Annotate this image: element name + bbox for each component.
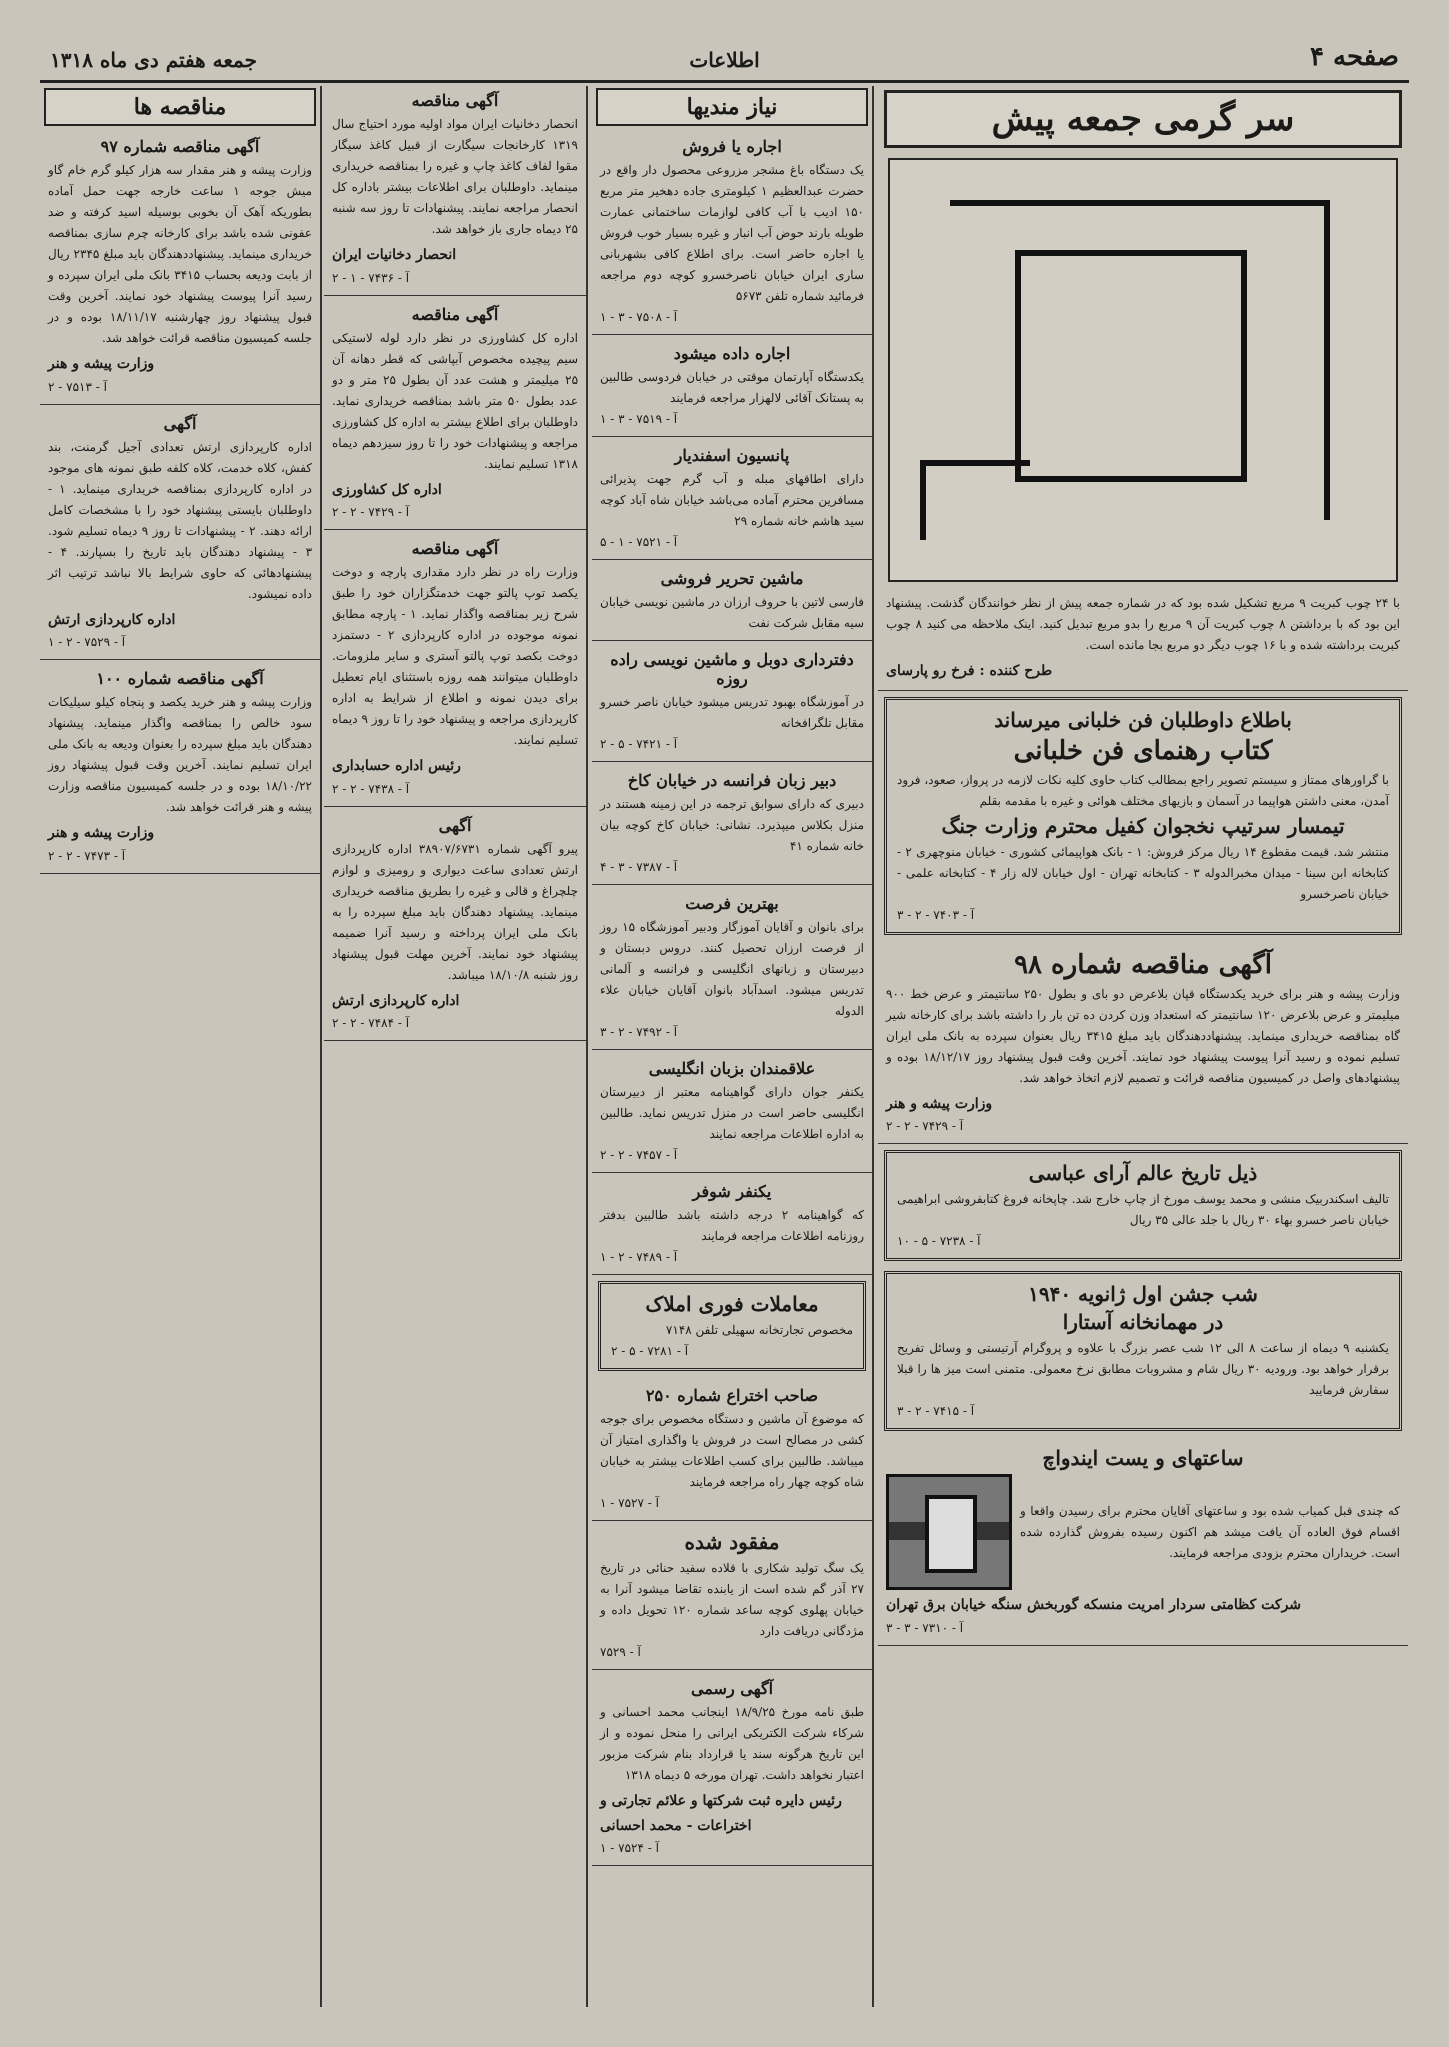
ad-code: آ - ۷۴۹۲ - ۲ - ۳	[600, 1025, 678, 1039]
puzzle-line	[920, 460, 1030, 466]
book-sale: منتشر شد. قیمت مقطوع ۱۴ ریال مرکز فروش: ۱ - بانک هواپیمائی کشوری - خیابان منوچهری ۲ - کتابخانه ابن سینا - میدان مخبرالدوله ۳ - کتابخانه تهران - اول خیابان لاله زار ۴ - کتابخانه علمی - خیابان ناصرخسرو	[897, 844, 1390, 901]
book-author: تیمسار سرتیپ نخجوان کفیل محترم وزارت جنگ	[941, 813, 1345, 838]
tenders-title: مناقصه ها	[44, 88, 316, 126]
ad-signature: وزارت پیشه و هنر	[48, 825, 155, 841]
ad-heading: آگهی	[438, 815, 472, 835]
ad-item	[40, 664, 320, 874]
official-text: طبق نامه مورخ ۱۸/۹/۲۵ اینجانب محمد احسانی و شرکاء شرکت الکتریکی ایرانی را منحل نموده و از این تاریخ هرگونه سند یا قرارداد بنام شرکت مزبور اعتبار نخواهد داشت. تهران مورخه ۵ دیماه ۱۳۱۸	[600, 1705, 864, 1782]
column-puzzle-and-ads	[878, 86, 1408, 2007]
ad-code: آ - ۷۴۷۳ - ۲ - ۲	[48, 848, 126, 863]
ad-code: آ - ۷۳۱۰ - ۳ - ۳	[886, 1620, 964, 1635]
ad-code: آ - ۷۵۲۹	[600, 1645, 641, 1659]
ad-code: آ - ۷۴۱۵ - ۲ - ۳	[897, 1404, 975, 1418]
patent-title: صاحب اختراع شماره ۲۵۰	[645, 1386, 819, 1405]
ad-code: آ - ۷۴۳۶ - ۱ - ۲	[332, 270, 410, 285]
book-text: با گراورهای ممتاز و سیستم تصویر راجع بمطالب کتاب حاوی کلیه نکات لازمه در پرواز، صعود، فرود آمدن، معنی داشتن هواپیما در آسمان و بازیهای مختلف هوائی و غیره با مقدمه بقلم	[897, 772, 1389, 808]
realestate-title: معاملات فوری املاک	[645, 1292, 819, 1316]
ad-heading: آگهی مناقصه شماره ۹۷	[100, 137, 260, 156]
ad-heading: یکنفر شوفر	[692, 1182, 772, 1201]
ad-text: در آموزشگاه بهبود تدریس میشود خیابان ناصر خسرو مقابل تلگرافخانه	[600, 695, 864, 730]
lost-ad	[592, 1525, 872, 1670]
tender-list	[324, 86, 586, 1041]
pilot-book-ad	[884, 697, 1402, 935]
ad-code: آ - ۷۴۵۷ - ۲ - ۲	[600, 1148, 678, 1162]
ad-code: آ - ۷۲۳۸ - ۵ - ۱۰	[897, 1234, 981, 1248]
ad-text: وزارت پیشه و هنر خرید یکصد و پنجاه کیلو سیلیکات سود خالص را بمناقصه واگذار مینماید. پیشنهاد دهندگان باید مبلغ سپرده را بعنوان ودیعه به بانک ملی ایران تسلیم نمایند. آخرین وقت قبول پیشنهاد روز ۱۸/۱۰/۲۲ بوده و در جلسه کمیسیون مناقصه وزارت پیشه و هنر قرائت خواهد شد.	[48, 695, 312, 814]
ad-signature: انحصار دخانیات ایران	[332, 247, 457, 263]
ad-text: پیرو آگهی شماره ۳۸۹۰۷/۶۷۳۱ اداره کارپردازی ارتش تعدادی ساعت دیواری و رومیزی و لوازم چلچراغ و قالی و غیره را بطریق مناقصه خریداری مینماید. پیشنهاد دهندگان باید مبلغ سپرده را به بانک ملی ایران پرداخته و رسید آنرا ضمیمه پیشنهاد خود نمایند. آخرین مهلت قبول پیشنهاد روز شنبه ۱۸/۱۰/۸ میباشد.	[332, 841, 578, 982]
puzzle-text: با ۲۴ چوب کبریت ۹ مربع تشکیل شده بود که در شماره جمعه پیش از نظر خوانندگان گذشت. پیشنهاد این بود که با برداشتن ۸ چوب کبریت آن ۹ مربع را بدو مربع تبدیل کنید. اینک ملاحظه می کنید ۸ چوب کبریت برداشته شده و با ۱۶ چوب دیگر دو مربع بجا مانده است.	[886, 596, 1401, 652]
history-book-ad	[884, 1150, 1402, 1261]
ad-code: آ - ۷۵۲۱ - ۱ - ۵	[600, 535, 678, 549]
lost-text: یک سگ تولید شکاری با قلاده سفید حنائی در تاریخ ۲۷ آذر گم شده است از یابنده تقاضا میشود آنرا به خیابان پهلوی کوچه ساعد شماره ۱۲۰ تحویل داده و مژدگانی دریافت دارد	[600, 1561, 864, 1638]
ad-heading: آگهی مناقصه	[411, 304, 499, 324]
ad-item	[592, 1177, 872, 1275]
ad-code: آ - ۷۵۲۷ - ۱	[600, 1496, 659, 1510]
ad-text: یکنفر جوان دارای گواهینامه معتبر از دبیرستان انگلیسی حاضر است در منزل تدریس نماید. طالبین به اداره اطلاعات مراجعه نمایند	[600, 1085, 864, 1141]
header-page-number: صفحه ۴	[1310, 42, 1399, 72]
ad-text: اداره کل کشاورزی در نظر دارد لوله لاستیکی سیم پیچیده مخصوص آبپاشی که قطر دهانه آن ۲۵ میلیمتر و هشت عدد آن بطول ۲۵ متر و دو عدد بطول ۵۰ متر باشد بمناقصه خریداری نماید. داوطلبان برای اطلاع بیشتر به اداره کل کشاورزی مراجعه و پیشنهادات خود را تا روز سیزدهم دیماه ۱۳۱۸ تسلیم نمایند.	[332, 330, 579, 471]
watch-ad	[878, 1441, 1408, 1646]
ad-heading: آگهی مناقصه شماره ۱۰۰	[96, 669, 264, 688]
party-text: یکشنبه ۹ دیماه از ساعت ۸ الی ۱۲ شب عصر بزرگ با علاوه و پروگرام آرتیستی و وسائل تفریح برقرار خواهد بود. ورودیه ۳۰ ریال شام و مشروبات مطابق نرخ معمولی. متمنی است میز ها را قبلا سفارش فرمایید	[897, 1341, 1390, 1397]
classified-list	[592, 132, 872, 1275]
matchstick-puzzle-figure	[888, 158, 1398, 582]
ad-text: وزارت پیشه و هنر مقدار سه هزار کیلو گرم خام گاو میش جوجه ۱ ساعت خارجه جهت حمل آماده بطوریکه آهک آن بخوبی بوسیله اسید کرفته و ضد عفونی شده باشد برای کارخانه چرم سازی بمناقصه خریداری مینماید. پیشنهاددهندگان باید مبلغ ۲۳۴۵ ریال از بابت ودیعه بحساب ۳۴۱۵ بانک ملی ایران سپرده و رسید آنرا پیوست پیشنهاد خود نمایند. آخرین وقت قبول پیشنهاد روز چهارشنبه ۱۸/۱۱/۱۷ بوده و در جلسه کمیسیون مناقصه قرائت خواهد شد.	[48, 163, 313, 345]
realestate-ad	[598, 1281, 866, 1371]
ad-heading: پانسیون اسفندیار	[674, 446, 790, 465]
ad-heading: آگهی مناقصه	[411, 539, 499, 558]
column-tenders-2	[324, 86, 588, 2007]
ad-code: آ - ۷۵۲۴ - ۱	[600, 1841, 659, 1855]
watch-face	[925, 1495, 977, 1573]
history-book-title: ذیل تاریخ عالم آرای عباسی	[1028, 1161, 1258, 1185]
ad-item	[592, 132, 872, 335]
official-notice	[592, 1674, 872, 1866]
ad-code: آ - ۷۴۲۹ - ۲ - ۲	[886, 1119, 964, 1133]
history-book-text: تالیف اسکندربیک منشی و محمد یوسف مورخ از چاپ خارج شد. چاپخانه فروغ کتابفروشی ابراهیمی خیابان ناصر خسرو بهاء ۳۰ ریال با جلد عالی ۳۵ ریال	[897, 1192, 1389, 1227]
ad-code: آ - ۷۴۰۳ - ۲ - ۳	[897, 907, 975, 922]
book-title: کتاب رهنمای فن خلبانی	[1013, 735, 1273, 766]
ad-item	[592, 1054, 872, 1173]
ad-signature: رئیس اداره حسابداری	[332, 758, 461, 774]
ad-code: آ - ۷۴۲۱ - ۵ - ۲	[600, 737, 678, 751]
ad-signature: اداره کارپردازی ارتش	[48, 611, 176, 628]
official-title: آگهی رسمی	[690, 1679, 774, 1698]
ad-text: انحصار دخانیات ایران مواد اولیه مورد احتیاج سال ۱۳۱۹ کارخانجات سیگارت از قبیل کاغذ سیگار مقوا لفاف کاغذ چاپ و غیره را بمناقصه خریداری مینماید. داوطلبان برای اطلاعات بیشتر باداره کل انحصار مراجعه نمایند. پیشنهادات تا روز سه شنبه ۲۵ دیماه جاری باز خواهد شد.	[332, 117, 578, 236]
puzzle-credit: طرح کننده : فرخ رو پارسای	[886, 663, 1053, 679]
lost-title: مفقود شده	[684, 1530, 780, 1554]
puzzle-title: سر گرمی جمعه پیش	[884, 90, 1402, 148]
ad-code: آ - ۷۵۰۸ - ۳ - ۱	[600, 310, 678, 324]
party-title: شب جشن اول ژانویه ۱۹۴۰	[1028, 1282, 1258, 1306]
ad-text: برای بانوان و آقایان آموزگار ودبیر آموزشگاه ۱۵ روز از فرصت ارزان تحصیل کنند. دروس دبستان و دبیرستان و زبانهای انگلیسی و فرانسه و آلمانی تدریس میشود. اسدآباد بانوان آقایان خیابان علاء الدوله	[600, 920, 865, 1018]
column-tenders-1	[40, 86, 322, 2007]
wristwatch-illustration	[886, 1474, 1012, 1590]
ad-text: یک دستگاه باغ مشجر مزروعی محصول دار واقع در حضرت عبدالعظیم ۱ کیلومتری جاده دهخیر متر مربع ۱۵۰ ادیب با آب کافی لوازمات ساختمانی عمارت طویله بارند حوض آب انبار و غیره بسیار خوب فروش یا اجاره حاضر است. برای اطلاع کافی بشهربانی ساری ایران خیابان ناصرخسرو کوچه دوم مراجعه فرمائید شماره تلفن ۵۶۷۳	[600, 163, 864, 303]
ad-text: یکدستگاه آپارتمان موقتی در خیابان فردوسی طالبین به پستانک آقائی لالهزار مراجعه فرمایند	[600, 370, 864, 405]
ad-code: آ - ۷۴۸۹ - ۲ - ۱	[600, 1250, 678, 1264]
ad-heading: دبیر زبان فرانسه در خیابان کاخ	[627, 771, 837, 790]
ad-signature: وزارت پیشه و هنر	[48, 356, 155, 372]
ad-heading: اجاره داده میشود	[673, 344, 791, 363]
ad-heading: اجاره یا فروش	[682, 137, 782, 156]
column-classifieds	[592, 86, 874, 2007]
puzzle-square	[1015, 250, 1247, 482]
ad-item	[324, 811, 586, 1042]
page-header	[40, 40, 1409, 83]
tender-98-text: وزارت پیشه و هنر برای خرید یکدستگاه قپان بلاعرض دو بای و بطول ۲۵۰ سانتیمتر و عرض خط ۹۰۰ میلیمتر و عرض بلاعرض ۱۲۰ سانتیمتر که استعداد وزن کردن ده تن بار را داشته باشد برای کارخانه شیر گاه بمناقصه خریداری مینماید. پیشنهاددهندگان باید مبلغ ۳۴۱۵ ریال بعنوان سپرده به بانک ملی ایران تسلیم نموده و رسید آنرا پیوست پیشنهاد خود نمایند. آخرین وقت قبول پیشنهاد روز ۱۸/۱۲/۱۷ بوده و پیشنهادهای واصل در کمیسیون مناقصه قرائت و تصمیم لازم اتخاذ خواهد شد.	[886, 986, 1401, 1085]
ad-code: آ - ۷۴۸۴ - ۲ - ۲	[332, 1016, 410, 1030]
ad-signature: اداره کارپردازی ارتش	[332, 992, 460, 1009]
patent-text: که موضوع آن ماشین و دستگاه مخصوص برای جوجه کشی در مصالح است در فروش یا واگذاری امتیاز آن میباشد. طالبین برای کسب اطلاعات بیشتر به خیابان شاه کوچه چهار راه مراجعه فرمایند	[600, 1412, 864, 1489]
ad-signature: اداره کل کشاورزی	[332, 481, 442, 498]
ad-text: دارای اطاقهای مبله و آب گرم جهت پذیرائی مسافرین محترم آماده می‌باشد خیابان شاه آباد کوچه سید هاشم خانه شماره ۲۹	[600, 472, 864, 528]
watch-ad-body	[886, 1474, 1400, 1590]
watch-title: ساعتهای و یست ایندواچ	[1042, 1446, 1244, 1470]
watch-signature: شرکت کظامتی سردار امریت منسکه گوربخش سنگه خیابان برق تهران	[886, 1597, 1302, 1613]
ad-heading: آگهی	[163, 413, 197, 433]
classifieds-title: نیاز مندیها	[596, 88, 868, 126]
ad-item	[592, 564, 872, 641]
tender-list	[40, 132, 320, 874]
puzzle-line	[920, 460, 926, 540]
ad-item	[324, 534, 586, 807]
ad-code: آ - ۷۴۳۸ - ۲ - ۲	[332, 781, 410, 796]
ad-text: وزارت راه در نظر دارد مقداری پارچه و دوخت یکصد توپ پالتو جهت خدمتگزاران خود را طبق شرح زیر بمناقصه واگذار نماید. ۱ - پارچه مطابق نمونه موجوده در اداره کارپردازی ۲ - دستمزد دوخت بکصد توپ پالتو آستری و سایر ملزومات. داوطلبان میتوانند همه روزه باستثنای ایام تعطیل برای دیدن نمونه و اطلاع از شرایط به اداره کارپردازی مراجعه و پیشنهاد خود را تا روز ۹ دیماه تسلیم نمایند.	[332, 565, 579, 747]
ad-heading: بهترین فرصت	[685, 894, 779, 913]
patent-ad	[592, 1381, 872, 1521]
ad-code: آ - ۷۵۱۹ - ۳ - ۱	[600, 412, 678, 426]
header-date: جمعه هفتم دی ماه ۱۳۱۸	[50, 48, 257, 72]
book-ad-heading: باطلاع داوطلبان فن خلبانی میرساند	[994, 707, 1292, 732]
ad-item	[592, 766, 872, 885]
ad-text: که گواهینامه ۲ درجه داشته باشد طالبین بدفتر روزنامه اطلاعات مراجعه فرمایند	[600, 1208, 865, 1243]
tender-98-ad	[878, 945, 1408, 1145]
realestate-text: مخصوص تجارتخانه سهیلی تلفن ۷۱۴۸	[665, 1323, 853, 1337]
ad-code: آ - ۷۳۸۷ - ۳ - ۴	[600, 860, 678, 874]
ad-item	[592, 645, 872, 762]
ad-item	[40, 132, 320, 405]
tender-98-title: آگهی مناقصه شماره ۹۸	[1014, 949, 1272, 980]
ad-heading: آگهی مناقصه	[411, 91, 499, 110]
ad-item	[592, 889, 872, 1050]
ad-code: آ - ۷۵۱۳ - ۲	[48, 379, 107, 394]
ad-item	[324, 300, 586, 531]
new-year-party-ad	[884, 1271, 1402, 1431]
ad-text: فارسی لاتین با حروف ارزان در ماشین نویسی خیابان سیه مقابل شرکت نفت	[600, 595, 864, 630]
ad-item	[592, 339, 872, 437]
ad-code: آ - ۷۵۲۹ - ۲ - ۱	[48, 635, 126, 649]
ad-heading: ماشین تحریر فروشی	[660, 569, 804, 588]
ad-heading: علاقمندان بزبان انگلیسی	[648, 1059, 816, 1078]
tender-98-signature: وزارت پیشه و هنر	[886, 1095, 993, 1112]
ad-code: آ - ۷۲۸۱ - ۵ - ۲	[611, 1344, 689, 1358]
ad-item	[592, 441, 872, 560]
ad-item	[40, 409, 320, 661]
ad-text: اداره کارپردازی ارتش تعدادی آجیل گرمنت، بند کفش، کلاه خدمت، کلاه کلفه طبق نمونه های موجود در اداره کارپردازی بمناقصه خریداری مینماید. ۱ - داوطلبان بایستی پیشنهاد خود را با مشخصات کامل ارائه دهند. ۲ - پیشنهادات تا روز ۹ دیماه تسلیم شود. ۳ - پیشنهاد دهندگان باید تاریخ را بسپارند. ۴ - پیشنهادهائی که حاوی شرایط بالا نباشد ترتیب اثر داده نمیشود.	[48, 439, 313, 601]
ad-heading: دفترداری دوبل و ماشین نویسی راده روزه	[610, 650, 854, 688]
ad-code: آ - ۷۴۲۹ - ۲ - ۲	[332, 505, 410, 519]
ad-text: دبیری که دارای سوابق ترجمه در این زمینه هستند در منزل بکلاس میپذیرد. نشانی: خیابان کاخ کوچه بیان خانه شماره ۴۱	[600, 797, 864, 853]
party-place: در مهمانخانه آستارا	[1062, 1310, 1224, 1334]
official-signature: رئیس دایره ثبت شرکتها و علائم تجارتی و اختراعات - محمد احسانی	[600, 1793, 842, 1834]
header-paper-name: اطلاعات	[689, 48, 760, 72]
watch-text: که چندی قبل کمیاب شده بود و ساعتهای آقایان محترم برای رسیدن واقعا و اقسام فوق العاده آن یافت میشد هم اکنون رسیده بفروش گذارده شده است. خریداران محترم بزودی مراجعه فرمایند.	[1020, 1503, 1400, 1560]
puzzle-description	[878, 590, 1408, 691]
ad-item	[324, 86, 586, 296]
